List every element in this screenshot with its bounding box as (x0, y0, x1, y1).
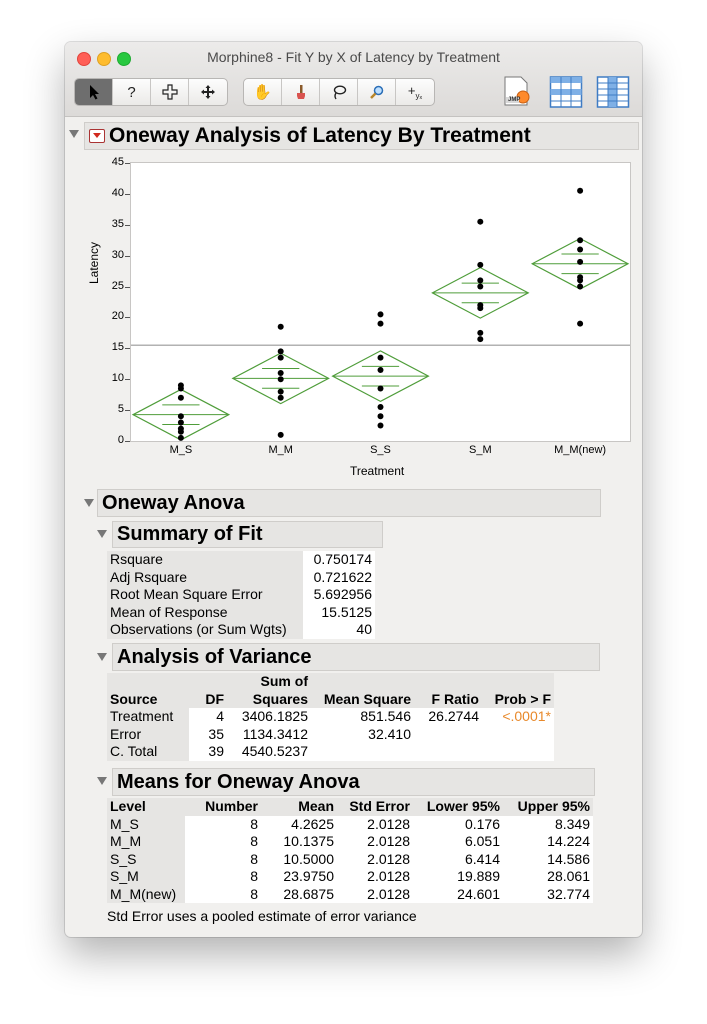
aov-source: Error (107, 726, 189, 744)
means-row (107, 816, 593, 834)
title-bar (65, 42, 642, 117)
data-point[interactable] (178, 395, 184, 401)
interaction-tool-group (243, 78, 435, 106)
aov-p (482, 726, 554, 744)
y-axis-label: Latency (87, 241, 101, 284)
summary-of-fit-table (107, 551, 375, 639)
means-cell: S_S (107, 851, 185, 869)
data-point[interactable] (278, 370, 284, 376)
data-point[interactable] (378, 355, 384, 361)
aov-p (482, 743, 554, 761)
aov-header-ms: Mean Square (323, 690, 411, 707)
jmp-badge: JMP (508, 97, 521, 103)
aov-ss: 1134.3412 (242, 725, 308, 742)
data-point[interactable] (477, 305, 483, 311)
summary-of-fit-disclosure-icon[interactable] (97, 530, 107, 538)
means-cell: 8 (250, 885, 258, 902)
summary-of-fit-row (107, 586, 375, 604)
report-window (65, 42, 642, 937)
data-point[interactable] (577, 246, 583, 252)
data-point[interactable] (178, 385, 184, 391)
data-point[interactable] (178, 413, 184, 419)
sof-value: 40 (303, 621, 375, 639)
means-title: Means for Oneway Anova (117, 770, 360, 793)
aov-header-df: DF (205, 690, 224, 707)
means-cell: 2.0128 (367, 833, 410, 849)
window-title: Morphine8 - Fit Y by X of Latency by Treatment (207, 49, 500, 65)
y-tick-label: 25 (111, 279, 124, 292)
means-disclosure-icon[interactable] (97, 777, 107, 785)
means-header-cell: Level (107, 798, 185, 816)
std-error-note: Std Error uses a pooled estimate of error variance (107, 908, 417, 924)
column-table-icon (596, 75, 630, 109)
means-table (107, 798, 593, 903)
means-header-cell: Number (205, 798, 258, 814)
y-tick-label: 5 (117, 403, 124, 416)
data-point[interactable] (278, 348, 284, 354)
analysis-of-variance-disclosure-icon[interactable] (97, 653, 107, 661)
means-cell: 0.176 (464, 815, 500, 832)
means-cell: M_S (107, 816, 185, 834)
hand-icon: ✋ (253, 84, 272, 101)
pointer-tool-group (74, 78, 228, 106)
data-point[interactable] (577, 277, 583, 283)
summary-of-fit-row (107, 621, 375, 639)
aov-header-f: F Ratio (431, 690, 479, 707)
aov-header-ms-spacer (311, 673, 414, 691)
means-row (107, 868, 593, 886)
y-tick-label: 15 (111, 341, 124, 354)
aov-source: Treatment (107, 708, 189, 726)
selection-cross-icon (162, 84, 178, 100)
aov-ms: 32.410 (368, 725, 411, 742)
data-point[interactable] (378, 413, 384, 419)
means-cell: 10.5000 (283, 850, 334, 867)
means-cell: 8 (250, 868, 258, 884)
oneway-analysis-title: Oneway Analysis of Latency By Treatment (109, 124, 531, 147)
aov-row (107, 708, 554, 726)
means-cell: S_M (107, 868, 185, 886)
data-point[interactable] (378, 311, 384, 317)
data-point[interactable] (178, 435, 184, 441)
lasso-tool-button[interactable] (320, 79, 358, 105)
oneway-anova-header (97, 489, 601, 517)
move-arrows-icon (200, 84, 216, 100)
means-row (107, 851, 593, 869)
means-header-cell: Mean (298, 798, 334, 814)
sof-label: Rsquare (107, 551, 303, 569)
data-point[interactable] (577, 284, 583, 290)
aov-f: 26.2744 (428, 708, 479, 724)
move-tool-button[interactable] (189, 79, 227, 105)
means-cell: 2.0128 (367, 885, 410, 902)
means-cell: 10.1375 (283, 833, 334, 849)
aov-header-ss: Squares (252, 690, 308, 707)
data-point[interactable] (477, 277, 483, 283)
y-tick-label: 35 (111, 217, 124, 230)
oneway-analysis-header (84, 122, 639, 150)
aov-df: 4 (216, 708, 224, 724)
data-point[interactable] (477, 262, 483, 268)
arrow-tool-button[interactable] (75, 79, 113, 105)
means-header-cell: Lower 95% (426, 798, 500, 814)
oneway-anova-disclosure-icon[interactable] (84, 499, 94, 507)
oneway-disclosure-icon[interactable] (69, 130, 79, 138)
means-cell: 14.224 (547, 833, 590, 849)
means-cell: 8 (250, 850, 258, 867)
aov-ms (311, 743, 414, 761)
oneway-plot-svg (131, 163, 630, 441)
aov-header-df-spacer (189, 673, 227, 691)
magnifier-icon (369, 84, 385, 100)
y-tick-label: 40 (111, 186, 124, 199)
summary-of-fit-header (112, 521, 383, 548)
y-tick-label: 0 (117, 434, 124, 446)
data-point[interactable] (278, 432, 284, 438)
arrow-cursor-icon (87, 84, 101, 100)
data-point[interactable] (278, 389, 284, 395)
summary-of-fit-title: Summary of Fit (117, 523, 263, 545)
sof-label: Mean of Response (107, 604, 303, 622)
means-cell: M_M (107, 833, 185, 851)
data-point[interactable] (178, 419, 184, 425)
oneway-plot[interactable] (130, 162, 631, 442)
x-tick-label: M_M(new) (554, 444, 607, 456)
sof-value: 0.750174 (303, 551, 375, 569)
x-tick-label: S_S (370, 444, 391, 456)
brush-tool-button[interactable] (282, 79, 320, 105)
help-tool-button[interactable] (113, 79, 151, 105)
means-cell: 19.889 (457, 868, 500, 884)
lasso-icon (331, 84, 347, 100)
aov-ss: 4540.5237 (241, 743, 308, 759)
means-cell: 23.9750 (283, 868, 334, 884)
crosshair-tool-button[interactable] (396, 79, 434, 105)
x-axis-label: Treatment (350, 464, 405, 478)
aov-header-f-spacer (414, 673, 482, 691)
y-tick-label: 30 (111, 248, 124, 261)
data-point[interactable] (378, 385, 384, 391)
data-point[interactable] (477, 284, 483, 290)
data-point[interactable] (378, 423, 384, 429)
sof-value: 5.692956 (303, 586, 375, 604)
data-table-icon (549, 75, 583, 109)
data-point[interactable] (278, 355, 284, 361)
aov-header-source: Source (107, 691, 189, 709)
means-cell: M_M(new) (107, 886, 185, 904)
data-point[interactable] (577, 321, 583, 327)
sof-label: Observations (or Sum Wgts) (107, 621, 303, 639)
red-triangle-menu-icon[interactable] (89, 129, 105, 143)
data-point[interactable] (477, 219, 483, 225)
aov-f (414, 726, 482, 744)
aov-header-p: Prob > F (494, 690, 551, 707)
aov-header-ss-top: Sum of (260, 673, 308, 689)
sof-value: 0.721622 (303, 569, 375, 587)
question-icon: ? (127, 83, 136, 101)
aov-ss: 3406.1825 (241, 708, 308, 724)
data-point[interactable] (278, 324, 284, 330)
data-point[interactable] (278, 376, 284, 382)
data-point[interactable] (378, 321, 384, 327)
y-tick-label: 45 (111, 156, 124, 168)
means-cell: 6.414 (464, 850, 500, 867)
means-cell: 8.349 (554, 815, 590, 832)
hand-tool-button[interactable] (244, 79, 282, 105)
means-header (112, 768, 595, 796)
summary-of-fit-row (107, 551, 375, 569)
sof-label: Adj Rsquare (107, 569, 303, 587)
jmp-journal-icon (501, 75, 535, 109)
analysis-of-variance-title: Analysis of Variance (117, 645, 312, 668)
column-table-button[interactable] (596, 75, 630, 109)
y-tick-label: 20 (111, 310, 124, 323)
data-point[interactable] (378, 404, 384, 410)
magnifier-tool-button[interactable] (358, 79, 396, 105)
x-tick-label: S_M (468, 444, 492, 456)
means-row (107, 886, 593, 904)
data-point[interactable] (577, 188, 583, 194)
aov-source: C. Total (107, 743, 189, 761)
data-point[interactable] (577, 237, 583, 243)
aov-df: 35 (208, 725, 224, 742)
means-cell: 14.586 (547, 850, 590, 867)
data-point[interactable] (477, 330, 483, 336)
means-header-cell: Std Error (349, 798, 410, 814)
means-cell: 2.0128 (367, 868, 410, 884)
data-point[interactable] (577, 259, 583, 265)
y-tick-label: 10 (111, 372, 124, 385)
means-cell: 6.051 (464, 833, 500, 849)
means-row (107, 833, 593, 851)
aov-df: 39 (208, 743, 224, 759)
sof-label: Root Mean Square Error (107, 586, 303, 604)
data-point[interactable] (178, 429, 184, 435)
data-table-button[interactable] (549, 75, 583, 109)
summary-of-fit-row (107, 569, 375, 587)
means-cell: 24.601 (457, 885, 500, 902)
means-cell: 2.0128 (367, 815, 410, 832)
x-tick-label: M_S (169, 444, 193, 456)
selection-tool-button[interactable] (151, 79, 189, 105)
analysis-of-variance-header (112, 643, 600, 671)
means-cell: 4.2625 (291, 815, 334, 832)
data-point[interactable] (278, 395, 284, 401)
aov-p: <.0001* (502, 708, 551, 724)
aov-f (414, 743, 482, 761)
oneway-anova-title: Oneway Anova (102, 491, 245, 514)
analysis-of-variance-table (107, 673, 554, 761)
summary-of-fit-row (107, 604, 375, 622)
means-cell: 28.061 (547, 868, 590, 884)
means-header-cell: Upper 95% (517, 798, 590, 814)
means-cell: 8 (250, 815, 258, 832)
aov-ms: 851.546 (360, 708, 411, 724)
means-cell: 8 (250, 833, 258, 849)
aov-row (107, 743, 554, 761)
means-cell: 28.6875 (283, 885, 334, 902)
sof-value: 15.5125 (303, 604, 375, 622)
aov-row (107, 726, 554, 744)
aov-header-p-spacer (482, 673, 554, 691)
crosshair-icon: $+_{y_x}$ (407, 83, 423, 101)
means-cell: 32.774 (547, 885, 590, 902)
aov-header-source-spacer (107, 673, 189, 691)
brush-icon (294, 84, 308, 100)
data-point[interactable] (378, 367, 384, 373)
means-cell: 2.0128 (367, 850, 410, 867)
data-point[interactable] (477, 336, 483, 342)
x-tick-label: M_M (268, 444, 293, 456)
jmp-journal-button[interactable] (501, 75, 535, 109)
